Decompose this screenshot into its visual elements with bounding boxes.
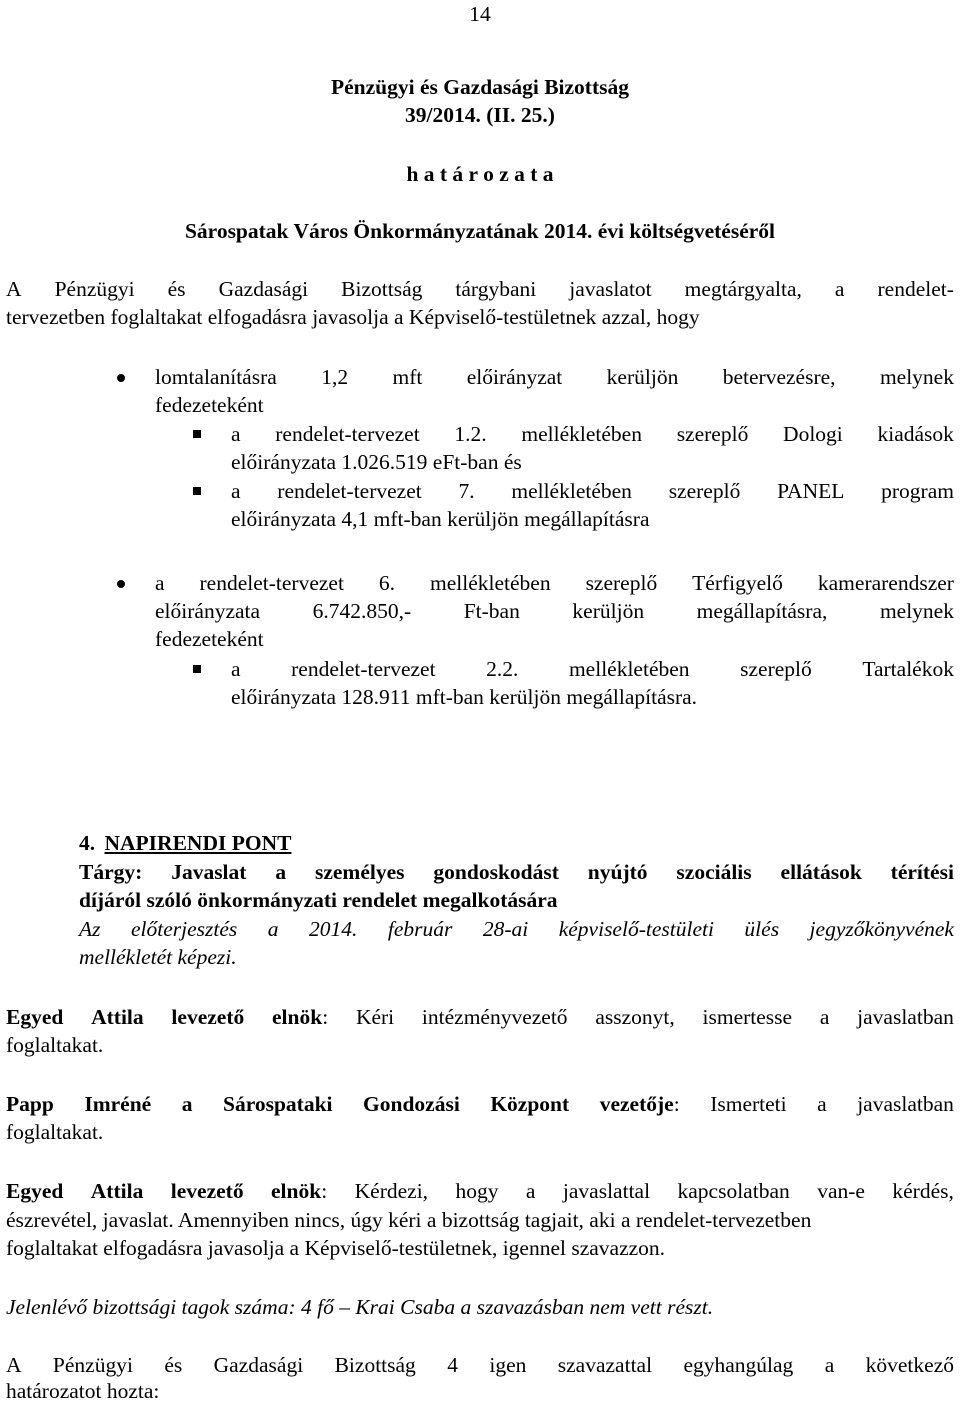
bullet2-line-2: előirányzata 6.742.850,- Ft-ban kerüljön megállapításra, melynek: [155, 599, 954, 623]
p2-line-1: Papp Imréné a Sárospataki Gondozási Központ vezetője: Ismerteti a javaslatban: [6, 1092, 954, 1116]
resolution-subject: Sárospatak Város Önkormányzatának 2014. évi költségvetéséről: [184, 219, 776, 243]
p2-line-2: foglaltakat.: [6, 1120, 104, 1144]
bullet1-sub1-line-1: a rendelet-tervezet 1.2. mellékletében szereplő Dologi kiadások: [231, 422, 954, 446]
sub-bullet-square: [193, 430, 201, 438]
p1-line-2: foglaltakat.: [6, 1033, 104, 1057]
bullet1-sub2-line-1: a rendelet-tervezet 7. mellékletében szereplő PANEL program: [231, 479, 954, 503]
p3-line-1: Egyed Attila levezető elnök: Kérdezi, hogy a javaslattal kapcsolatban van-e kérdés,: [6, 1179, 954, 1203]
closing-line-1: A Pénzügyi és Gazdasági Bizottság 4 igen szavazattal egyhangúlag a következő: [6, 1353, 954, 1377]
attendance-note: Jelenlévő bizottsági tagok száma: 4 fő – Krai Csaba a szavazásban nem vett részt.: [6, 1295, 714, 1319]
sub-bullet-square: [193, 487, 201, 495]
sub-bullet-square: [193, 665, 201, 673]
p1-line-1: Egyed Attila levezető elnök: Kéri intézményvezető asszonyt, ismertesse a javaslatban: [6, 1005, 954, 1029]
agenda-subject-line-1: Tárgy: Javaslat a személyes gondoskodást nyújtó szociális ellátások térítési: [79, 860, 954, 884]
committee-name: Pénzügyi és Gazdasági Bizottság: [331, 75, 629, 99]
bullet2-sub1-line-1: a rendelet-tervezet 2.2. mellékletében szereplő Tartalékok: [231, 657, 954, 681]
p3-line-3: foglaltakat elfogadásra javasolja a Képviselő-testületnek, igennel szavazzon.: [6, 1236, 666, 1260]
intro-line-1: A Pénzügyi és Gazdasági Bizottság tárgybani javaslatot megtárgyalta, a rendelet-: [6, 277, 954, 301]
page-number: 14: [469, 2, 491, 26]
bullet1-line-1: lomtalanításra 1,2 mft előirányzat kerüljön betervezésre, melynek: [155, 365, 954, 389]
resolution-number: 39/2014. (II. 25.): [405, 103, 555, 127]
closing-line-2: határozatot hozta:: [6, 1379, 160, 1403]
agenda-heading: [79, 829, 291, 857]
bullet1-line-2: fedezeteként: [155, 393, 264, 417]
bullet1-sub2-line-2: előirányzata 4,1 mft-ban kerüljön megállapításra: [231, 507, 650, 531]
agenda-note-line-2: mellékletét képezi.: [79, 945, 237, 969]
agenda-title: NAPIRENDI PONT: [104, 831, 292, 855]
p3-line-2: észrevétel, javaslat. Amennyiben nincs, úgy kéri a bizottság tagjait, aki a rendelet-tervezetben: [6, 1208, 812, 1232]
bullet2-line-1: a rendelet-tervezet 6. mellékletében szereplő Térfigyelő kamerarendszer: [155, 571, 954, 595]
agenda-note-line-1: Az előterjesztés a 2014. február 28-ai képviselő-testületi ülés jegyzőkönyvének: [79, 917, 954, 941]
bullet-dot: [117, 580, 125, 588]
intro-line-2: tervezetben foglaltakat elfogadásra javasolja a Képviselő-testületnek azzal, hogy: [6, 305, 700, 329]
agenda-subject-line-2: díjáról szóló önkormányzati rendelet megalkotására: [79, 888, 558, 912]
bullet2-line-3: fedezeteként: [155, 627, 264, 651]
resolution-type: h a t á r o z a t a: [406, 162, 554, 186]
bullet1-sub1-line-2: előirányzata 1.026.519 eFt-ban és: [231, 450, 522, 474]
bullet-dot: [117, 374, 125, 382]
bullet2-sub1-line-2: előirányzata 128.911 mft-ban kerüljön megállapításra.: [231, 685, 698, 709]
agenda-number: 4.: [79, 831, 96, 855]
